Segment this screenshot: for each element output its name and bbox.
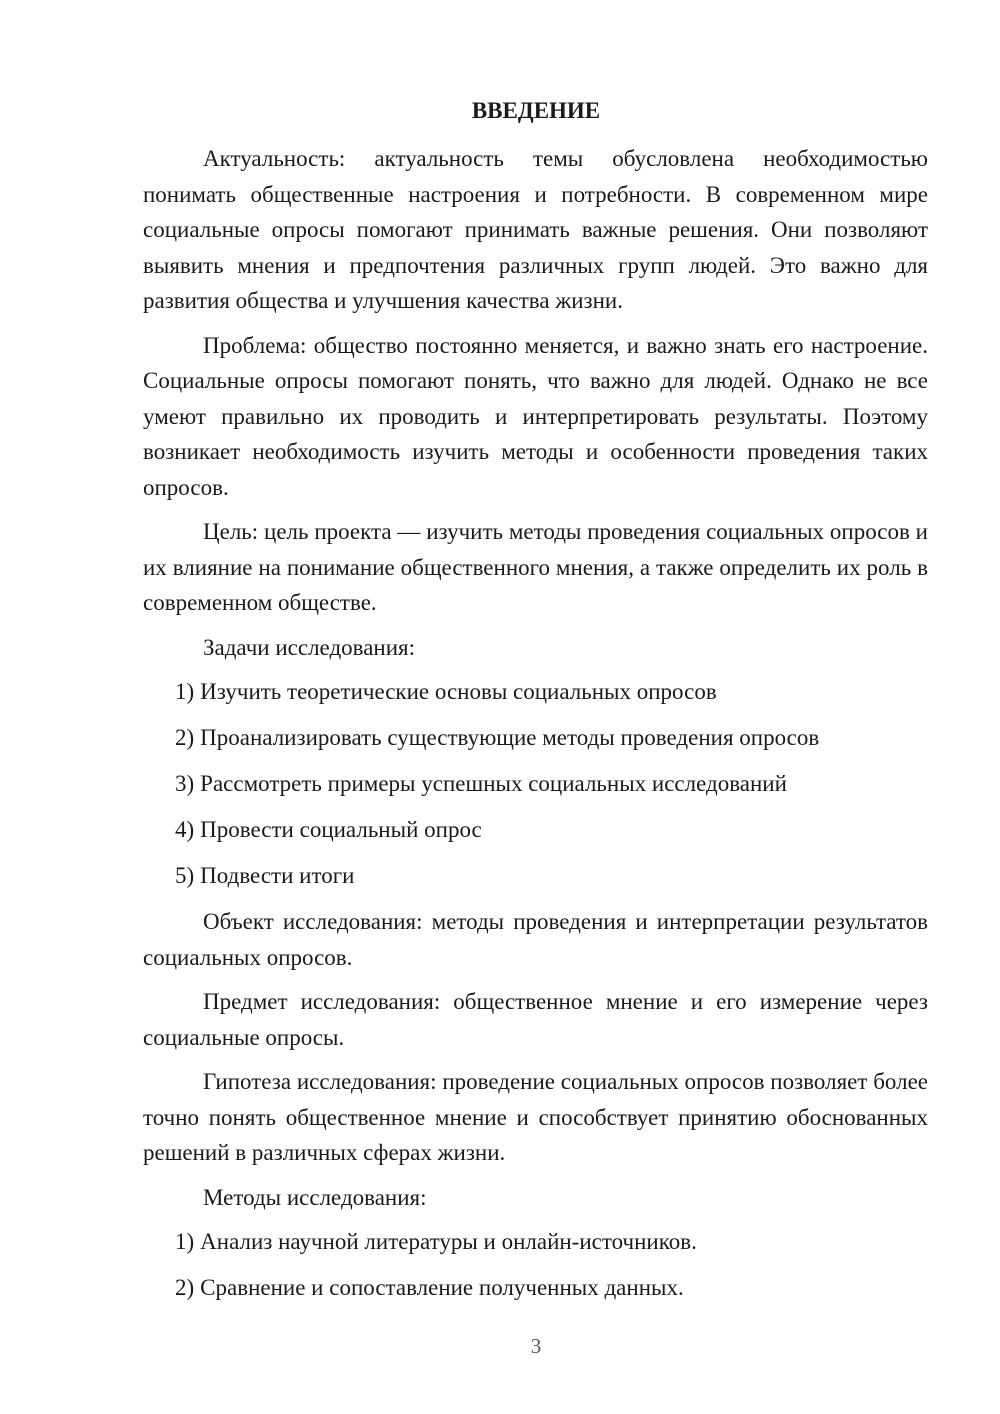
page-number: 3 — [530, 1334, 542, 1358]
list-text: Проанализировать существующие методы проведения опросов — [200, 725, 820, 750]
page-title: ВВЕДЕНИЕ — [471, 98, 601, 123]
paragraph-methods-heading: Методы исследования: — [203, 1184, 427, 1210]
list-text: Провести социальный опрос — [200, 817, 482, 842]
task-item — [143, 766, 928, 802]
task-item — [143, 812, 928, 848]
task-item — [143, 720, 928, 756]
list-number: 1) — [175, 1229, 195, 1254]
paragraph-subject: Предмет исследования: общественное мнение и его измерение через социальные опросы. — [143, 989, 928, 1050]
list-number: 5) — [175, 863, 195, 888]
paragraph-object: Объект исследования: методы проведения и интерпретации результатов социальных опросов. — [143, 909, 928, 970]
list-text: Изучить теоретические основы социальных опросов — [200, 679, 717, 704]
method-item — [143, 1224, 928, 1260]
paragraph-goal: Цель: цель проекта — изучить методы проведения социальных опросов и их влияние на понимание общественного мнения, а также определить их роль в современном обществе. — [143, 519, 928, 615]
task-item — [143, 674, 928, 710]
paragraph-problem: Проблема: общество постоянно меняется, и важно знать его настроение. Социальные опросы помогают понять, что важно для людей. Однако не все умеют правильно их проводить и интерпретировать результаты. Поэтому возникает необходимость изучить методы и особенности проведения таких опросов. — [143, 332, 928, 500]
list-number: 4) — [175, 817, 195, 842]
list-number: 2) — [175, 1275, 195, 1300]
list-number: 3) — [175, 771, 195, 796]
list-number: 2) — [175, 725, 195, 750]
paragraph-hypothesis: Гипотеза исследования: проведение социальных опросов позволяет более точно понять общественное мнение и способствует принятию обоснованных решений в различных сферах жизни. — [143, 1069, 928, 1165]
list-text: Анализ научной литературы и онлайн-источников. — [200, 1229, 697, 1254]
document-body — [143, 141, 928, 1316]
list-text: Сравнение и сопоставление полученных данных. — [200, 1275, 684, 1300]
list-text: Подвести итоги — [200, 863, 355, 888]
paragraph-tasks-heading: Задачи исследования: — [203, 634, 416, 660]
list-text: Рассмотреть примеры успешных социальных исследований — [200, 771, 787, 796]
paragraph-relevance: Актуальность: актуальность темы обусловлена необходимостью понимать общественные настроения и потребности. В современном мире социальные опросы помогают принимать важные решения. Они позволяют выявить мнения и предпочтения различных групп людей. Это важно для развития общества и улучшения качества жизни. — [143, 146, 928, 313]
method-item — [143, 1270, 928, 1306]
task-item — [143, 858, 928, 894]
list-number: 1) — [175, 679, 195, 704]
